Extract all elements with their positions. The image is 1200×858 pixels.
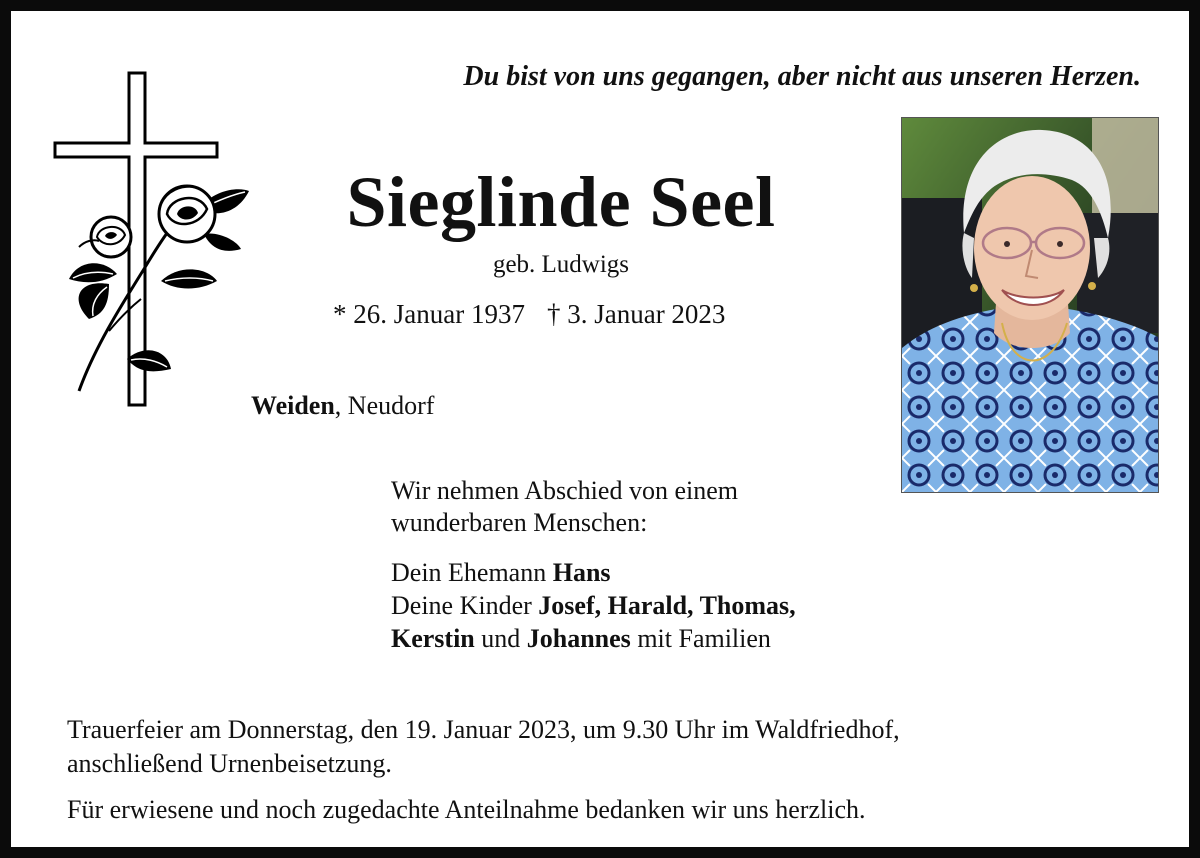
service-info: [67, 713, 900, 781]
children-prefix: Deine Kinder: [391, 591, 539, 620]
and-word: und: [474, 624, 527, 653]
motto: Du bist von uns gegangen, aber nicht aus unseren Herzen.: [463, 61, 1141, 92]
farewell-text: [391, 475, 738, 539]
children-names-1: Josef, Harald, Thomas,: [538, 591, 796, 620]
place-city: Weiden: [251, 391, 335, 420]
family-children-line-2: [391, 622, 796, 655]
place-rest: , Neudorf: [334, 391, 435, 420]
deceased-name: Sieglinde Seel: [346, 162, 776, 242]
death-date: † 3. Januar 2023: [546, 299, 726, 329]
thanks-text: Für erwiesene und noch zugedachte Anteilnahme bedanken wir uns herzlich.: [67, 795, 866, 824]
family-suffix: mit Familien: [630, 624, 771, 653]
family-spouse-line: [391, 556, 796, 589]
farewell-line-1: Wir nehmen Abschied von einem: [391, 476, 738, 505]
family-children-line-1: [391, 589, 796, 622]
farewell-line-2: wunderbaren Menschen:: [391, 508, 648, 537]
life-dates: [333, 299, 725, 330]
portrait-photo: [901, 117, 1159, 493]
cross-with-rose-icon: [49, 69, 259, 414]
service-line-2: anschließend Urnenbeisetzung.: [67, 749, 392, 778]
birth-date: * 26. Januar 1937: [333, 299, 525, 329]
child-name-4: Kerstin: [391, 624, 475, 653]
place: [251, 391, 434, 421]
child-name-5: Johannes: [526, 624, 631, 653]
spouse-prefix: Dein Ehemann: [391, 558, 553, 587]
service-line-1: Trauerfeier am Donnerstag, den 19. Januar 2023, um 9.30 Uhr im Waldfriedhof,: [67, 715, 900, 744]
family-list: [391, 556, 796, 655]
maiden-name: geb. Ludwigs: [492, 251, 630, 278]
spouse-name: Hans: [552, 558, 611, 587]
